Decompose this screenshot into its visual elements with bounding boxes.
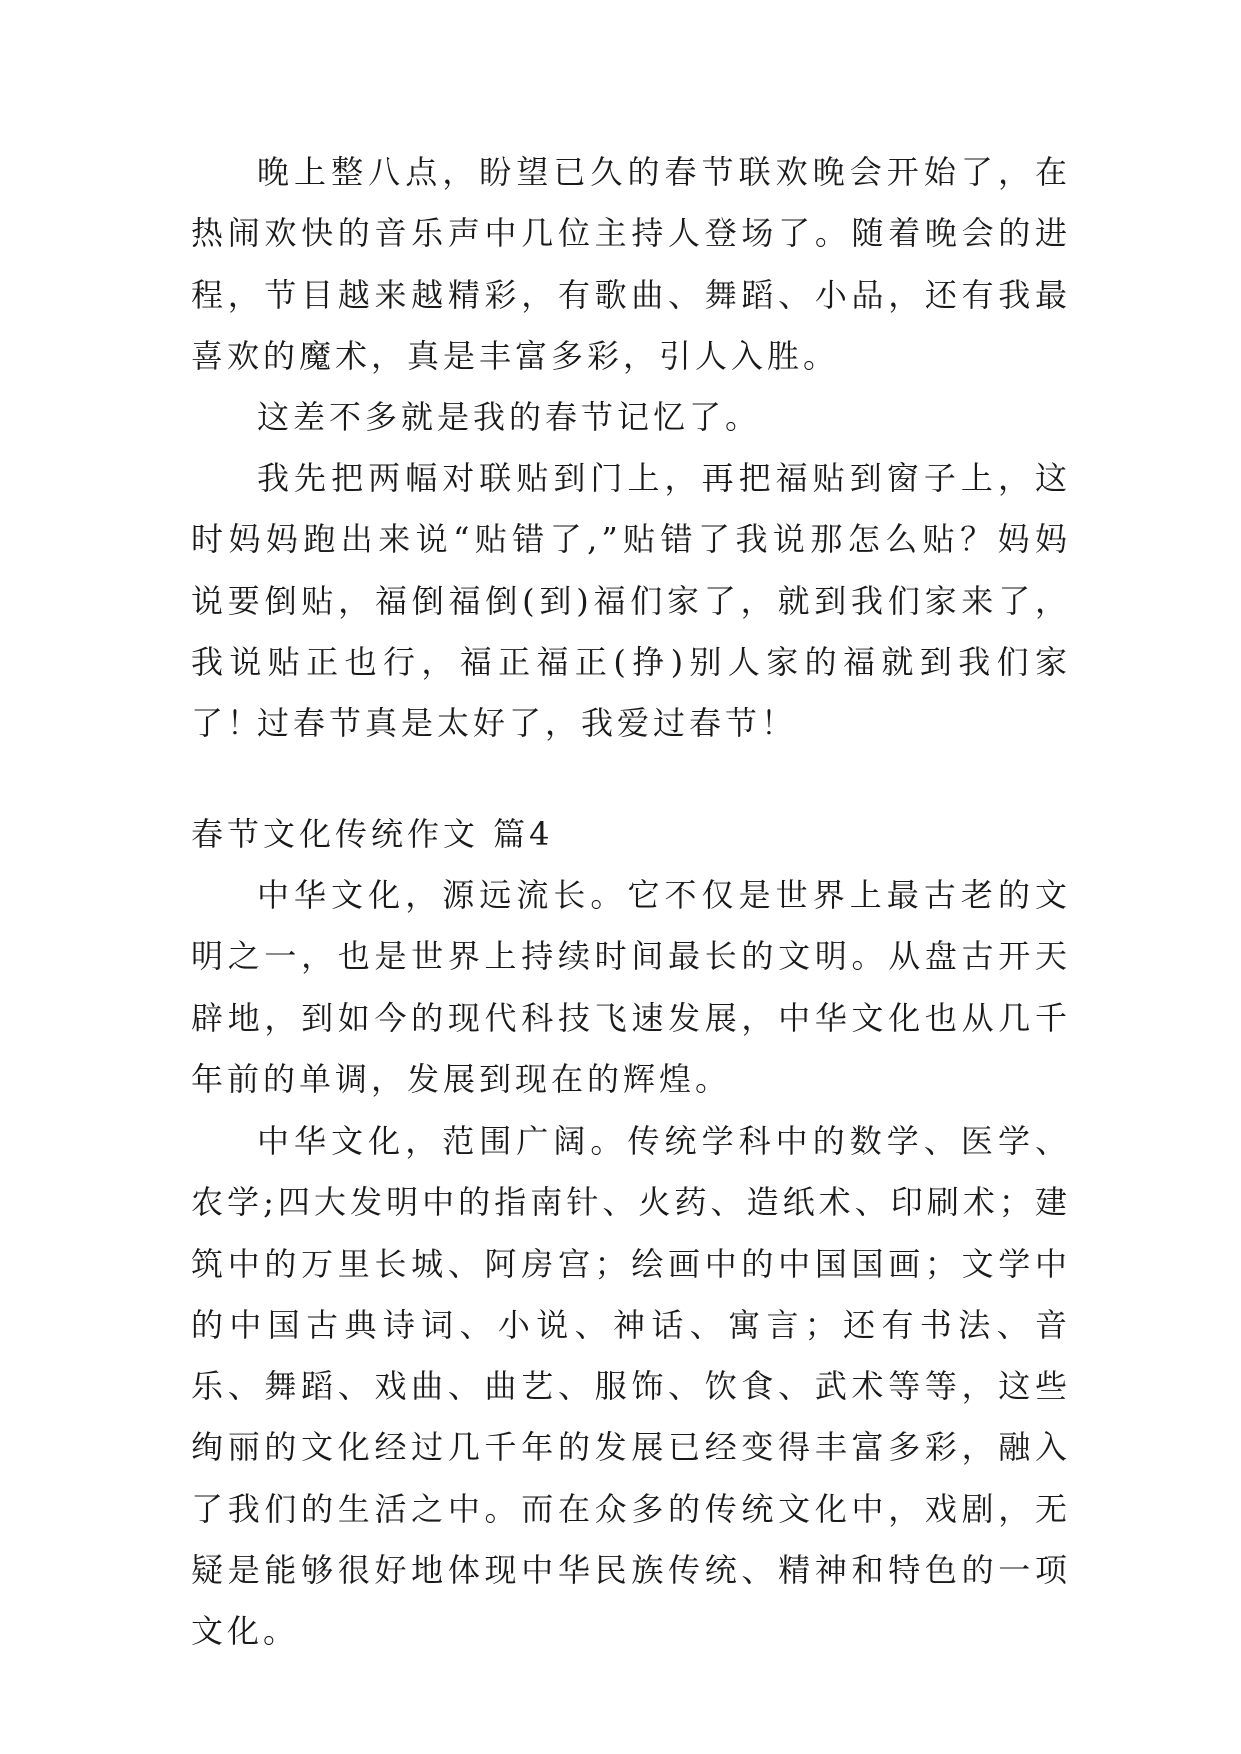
paragraph-chinese-culture-origin: 中华文化，源远流长。它不仅是世界上最古老的文明之一，也是世界上持续时间最长的文明。从盘古开天辟地，到如今的现代科技飞速发展，中华文化也从几千年前的单调，发展到现在的辉煌。: [191, 876, 1071, 1098]
paragraph-couplets: 我先把两幅对联贴到门上，再把福贴到窗子上，这时妈妈跑出来说“贴错了,”贴错了我说那怎么贴？妈妈说要倒贴，福倒福倒(到)福们家了，就到我们家来了，我说贴正也行，福正福正(挣)别人家的福就到我们家了！: [191, 459, 1071, 743]
paragraph-love-spring-festival: 过春节真是太好了，我爱过春节！: [257, 704, 798, 742]
paragraph-spring-gala: 晚上整八点，盼望已久的春节联欢晚会开始了，在热闹欢快的音乐声中几位主持人登场了。随着晚会的进程，节目越来越精彩，有歌曲、舞蹈、小品，还有我最喜欢的魔术，真是丰富多彩，引人入胜。: [191, 153, 1071, 375]
section-heading: 春节文化传统作文 篇4: [191, 815, 554, 853]
paragraph-spring-memory: 这差不多就是我的春节记忆了。: [257, 398, 762, 436]
paragraph-chinese-culture-scope: 中华文化，范围广阔。传统学科中的数学、医学、农学;四大发明中的指南针、火药、造纸术、印刷术；建筑中的万里长城、阿房宫；绘画中的中国国画；文学中的中国古典诗词、小说、神话、寓言；还有书法、音乐、舞蹈、戏曲、曲艺、服饰、饮食、武术等等，这些绚丽的文化经过几千年的发展已经变得丰富多彩，融入了我们的生活之中。而在众多的传统文化中，戏剧，无疑是能够很好地体现中华民族传统、精神和特色的一项文化。: [191, 1122, 1071, 1651]
